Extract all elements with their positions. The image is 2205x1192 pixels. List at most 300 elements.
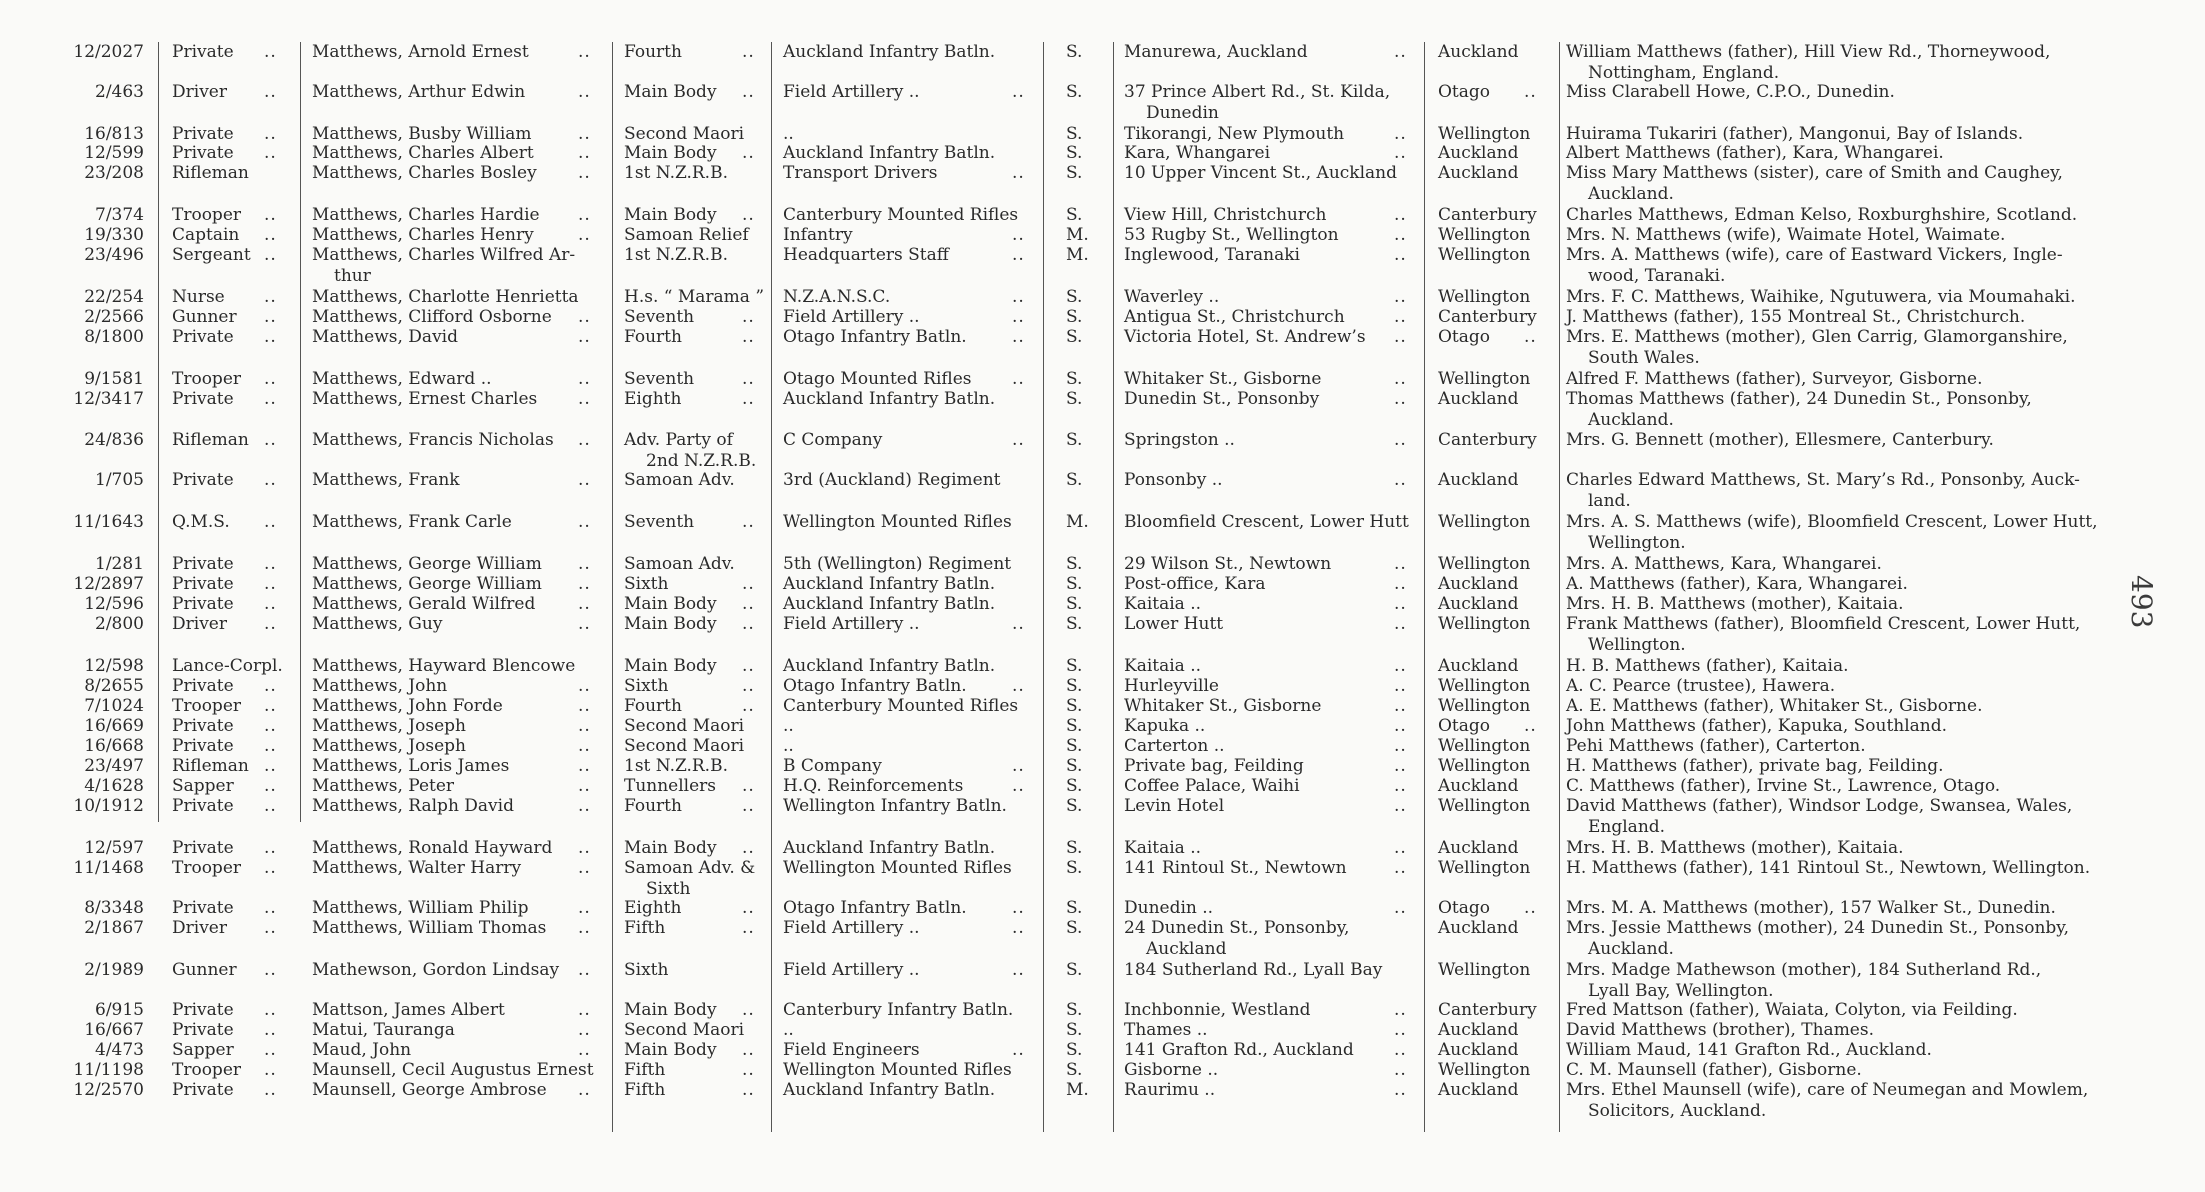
rank bbox=[172, 1060, 277, 1081]
district-text: Wellington bbox=[1438, 696, 1531, 716]
roll-entry bbox=[0, 1040, 2205, 1060]
service-number-text: 23/496 bbox=[84, 245, 144, 265]
unit-text: Otago Infantry Batln. bbox=[783, 327, 967, 347]
leader-dots bbox=[578, 42, 608, 63]
leader-dots-text: .. bbox=[1012, 1040, 1025, 1060]
marital-status-text: M. bbox=[1066, 245, 1089, 265]
next-of-kin bbox=[1566, 960, 2186, 1001]
marital-status bbox=[1066, 124, 1106, 145]
unit bbox=[783, 756, 1045, 777]
roll-entry bbox=[0, 143, 2205, 163]
roll-entry bbox=[0, 554, 2205, 574]
service-number-text: 4/1628 bbox=[84, 776, 144, 796]
service-number-text: 23/208 bbox=[84, 163, 144, 183]
address bbox=[1124, 554, 1424, 575]
leader-dots bbox=[578, 838, 608, 859]
marital-status-text: S. bbox=[1066, 327, 1083, 347]
unit bbox=[783, 42, 1045, 63]
district-text: Canterbury bbox=[1438, 205, 1537, 225]
service-number-text: 2/2566 bbox=[84, 307, 144, 327]
soldier-name-text: Matthews, Peter bbox=[312, 776, 455, 796]
service-number-text: 2/463 bbox=[95, 82, 144, 102]
roll-entry bbox=[0, 614, 2205, 655]
service-number-text: 12/596 bbox=[84, 594, 144, 614]
draft bbox=[624, 554, 769, 575]
service-number-text: 12/3417 bbox=[73, 389, 144, 409]
address bbox=[1124, 796, 1424, 817]
marital-status-text: S. bbox=[1066, 736, 1083, 756]
soldier-name bbox=[312, 1000, 612, 1021]
soldier-name-text: Matthews, Guy bbox=[312, 614, 443, 634]
marital-status bbox=[1066, 594, 1106, 615]
draft-text: Fifth bbox=[624, 918, 666, 938]
service-number bbox=[40, 430, 144, 451]
marital-status-text: S. bbox=[1066, 369, 1083, 389]
marital-status bbox=[1066, 143, 1106, 164]
next-of-kin-continuation: Wellington. bbox=[1588, 634, 1686, 655]
leader-dots-text: .. bbox=[578, 1000, 591, 1020]
address bbox=[1124, 245, 1424, 266]
marital-status bbox=[1066, 736, 1106, 757]
marital-status bbox=[1066, 918, 1106, 939]
leader-dots bbox=[742, 1000, 768, 1021]
service-number bbox=[40, 960, 144, 981]
draft-text: Main Body bbox=[624, 656, 717, 676]
leader-dots-text: .. bbox=[742, 574, 755, 594]
leader-dots-text: .. bbox=[578, 796, 591, 816]
district-text: Auckland bbox=[1438, 1040, 1519, 1060]
address-text: Whitaker St., Gisborne bbox=[1124, 696, 1322, 716]
address bbox=[1124, 307, 1424, 328]
roll-entry bbox=[0, 82, 2205, 123]
leader-dots-text: .. bbox=[742, 1080, 755, 1100]
service-number-text: 11/1643 bbox=[73, 512, 144, 532]
leader-dots bbox=[578, 594, 608, 615]
draft-text: Main Body bbox=[624, 838, 717, 858]
soldier-name-text: Maunsell, George Ambrose bbox=[312, 1080, 547, 1100]
rank bbox=[172, 42, 277, 63]
leader-dots-text: .. bbox=[1394, 369, 1407, 389]
leader-dots bbox=[264, 960, 294, 981]
rank bbox=[172, 554, 277, 575]
service-number-text: 2/1989 bbox=[84, 960, 144, 980]
district bbox=[1438, 554, 1558, 575]
marital-status-text: S. bbox=[1066, 614, 1083, 634]
rank-text: Q.M.S. bbox=[172, 512, 230, 532]
service-number bbox=[40, 1000, 144, 1021]
soldier-name-text: Matthews, Joseph bbox=[312, 736, 466, 756]
unit-text: N.Z.A.N.S.C. bbox=[783, 287, 891, 307]
leader-dots bbox=[578, 574, 608, 595]
draft-text: Fourth bbox=[624, 696, 682, 716]
draft-text: Eighth bbox=[624, 389, 682, 409]
leader-dots bbox=[742, 143, 768, 164]
leader-dots-text: .. bbox=[742, 1060, 755, 1080]
leader-dots bbox=[264, 898, 294, 919]
leader-dots-text: .. bbox=[1394, 225, 1407, 245]
leader-dots-text: .. bbox=[1394, 287, 1407, 307]
next-of-kin-text: Mrs. Ethel Maunsell (wife), care of Neumegan and Mowlem, bbox=[1566, 1080, 2089, 1100]
leader-dots-text: .. bbox=[1012, 307, 1025, 327]
leader-dots bbox=[1394, 898, 1420, 919]
leader-dots bbox=[1394, 205, 1420, 226]
marital-status-text: S. bbox=[1066, 696, 1083, 716]
soldier-name bbox=[312, 389, 612, 410]
rank-text: Private bbox=[172, 554, 234, 574]
marital-status-text: S. bbox=[1066, 1060, 1083, 1080]
rank bbox=[172, 918, 277, 939]
leader-dots bbox=[1394, 307, 1420, 328]
marital-status-text: S. bbox=[1066, 574, 1083, 594]
leader-dots bbox=[1394, 858, 1420, 879]
next-of-kin bbox=[1566, 736, 2186, 757]
leader-dots bbox=[264, 287, 294, 308]
leader-dots bbox=[578, 124, 608, 145]
unit bbox=[783, 554, 1045, 575]
leader-dots-text: .. bbox=[1012, 82, 1025, 102]
service-number bbox=[40, 327, 144, 348]
leader-dots-text: .. bbox=[578, 42, 591, 62]
next-of-kin-text: Alfred F. Matthews (father), Surveyor, Gisborne. bbox=[1566, 369, 1983, 389]
leader-dots-text: .. bbox=[264, 1040, 277, 1060]
leader-dots bbox=[1012, 614, 1038, 635]
leader-dots bbox=[1394, 1020, 1420, 1041]
leader-dots-text: .. bbox=[1012, 430, 1025, 450]
marital-status-text: S. bbox=[1066, 470, 1083, 490]
draft-text: Samoan Adv. bbox=[624, 470, 735, 490]
leader-dots bbox=[578, 143, 608, 164]
leader-dots bbox=[1012, 307, 1038, 328]
unit bbox=[783, 776, 1045, 797]
leader-dots bbox=[1394, 245, 1420, 266]
service-number bbox=[40, 470, 144, 491]
leader-dots-text: .. bbox=[578, 307, 591, 327]
leader-dots-text: .. bbox=[1012, 676, 1025, 696]
service-number bbox=[40, 696, 144, 717]
leader-dots-text: .. bbox=[264, 554, 277, 574]
leader-dots-text: .. bbox=[264, 898, 277, 918]
leader-dots bbox=[578, 389, 608, 410]
address bbox=[1124, 82, 1424, 123]
address bbox=[1124, 369, 1424, 390]
service-number-text: 8/2655 bbox=[84, 676, 144, 696]
draft-text: Main Body bbox=[624, 1000, 717, 1020]
unit bbox=[783, 1000, 1045, 1021]
roll-entry bbox=[0, 960, 2205, 1001]
leader-dots-text: .. bbox=[1394, 245, 1407, 265]
leader-dots bbox=[1524, 898, 1554, 919]
leader-dots-text: .. bbox=[264, 143, 277, 163]
soldier-name-text: Matthews, Charles Albert bbox=[312, 143, 534, 163]
address-text: 141 Rintoul St., Newtown bbox=[1124, 858, 1347, 878]
leader-dots bbox=[578, 676, 608, 697]
leader-dots-text: .. bbox=[1394, 430, 1407, 450]
rank bbox=[172, 307, 277, 328]
unit-text: Canterbury Mounted Rifles bbox=[783, 696, 1019, 716]
next-of-kin bbox=[1566, 776, 2186, 797]
draft-text: Main Body bbox=[624, 205, 717, 225]
leader-dots-text: .. bbox=[578, 776, 591, 796]
unit bbox=[783, 898, 1045, 919]
leader-dots-text: .. bbox=[1012, 287, 1025, 307]
unit bbox=[783, 245, 1045, 266]
unit bbox=[783, 1040, 1045, 1061]
leader-dots-text: .. bbox=[264, 776, 277, 796]
address-text: Lower Hutt bbox=[1124, 614, 1224, 634]
leader-dots bbox=[1394, 389, 1420, 410]
leader-dots bbox=[578, 327, 608, 348]
leader-dots bbox=[742, 776, 768, 797]
address-text: Thames .. bbox=[1124, 1020, 1208, 1040]
draft-text: Main Body bbox=[624, 614, 717, 634]
marital-status bbox=[1066, 327, 1106, 348]
marital-status bbox=[1066, 1080, 1106, 1101]
marital-status bbox=[1066, 205, 1106, 226]
service-number-text: 11/1198 bbox=[73, 1060, 144, 1080]
service-number-text: 12/599 bbox=[84, 143, 144, 163]
soldier-name bbox=[312, 614, 612, 635]
draft-text: Seventh bbox=[624, 307, 695, 327]
marital-status-text: S. bbox=[1066, 898, 1083, 918]
soldier-name bbox=[312, 1080, 612, 1101]
leader-dots-text: .. bbox=[578, 1040, 591, 1060]
leader-dots-text: .. bbox=[578, 143, 591, 163]
leader-dots bbox=[1394, 1060, 1420, 1081]
service-number-text: 4/473 bbox=[95, 1040, 144, 1060]
marital-status bbox=[1066, 82, 1106, 103]
next-of-kin bbox=[1566, 205, 2186, 226]
marital-status bbox=[1066, 512, 1106, 533]
next-of-kin bbox=[1566, 245, 2186, 286]
next-of-kin-text: William Maud, 141 Grafton Rd., Auckland. bbox=[1566, 1040, 1932, 1060]
unit-text: Otago Infantry Batln. bbox=[783, 898, 967, 918]
service-number bbox=[40, 554, 144, 575]
marital-status-text: S. bbox=[1066, 838, 1083, 858]
rank bbox=[172, 205, 277, 226]
leader-dots-text: .. bbox=[742, 898, 755, 918]
unit-text: Otago Mounted Rifles bbox=[783, 369, 972, 389]
rank-text: Trooper bbox=[172, 858, 242, 878]
unit-text: Field Artillery .. bbox=[783, 307, 920, 327]
rank bbox=[172, 656, 283, 677]
leader-dots-text: .. bbox=[264, 736, 277, 756]
rank bbox=[172, 143, 277, 164]
leader-dots bbox=[264, 42, 294, 63]
address-continuation: Auckland bbox=[1146, 938, 1227, 959]
rank-text: Private bbox=[172, 796, 234, 816]
rank bbox=[172, 614, 277, 635]
address bbox=[1124, 736, 1424, 757]
unit-text: H.Q. Reinforcements bbox=[783, 776, 964, 796]
soldier-name bbox=[312, 512, 612, 533]
next-of-kin-text: Miss Mary Matthews (sister), care of Smith and Caughey, bbox=[1566, 163, 2063, 183]
rank bbox=[172, 574, 277, 595]
leader-dots-text: .. bbox=[742, 369, 755, 389]
leader-dots-text: .. bbox=[264, 82, 277, 102]
leader-dots bbox=[578, 716, 608, 737]
leader-dots bbox=[1012, 918, 1038, 939]
service-number-text: 8/3348 bbox=[84, 898, 144, 918]
leader-dots bbox=[578, 369, 608, 390]
service-number-text: 12/597 bbox=[84, 838, 144, 858]
next-of-kin bbox=[1566, 756, 2186, 777]
unit bbox=[783, 389, 1045, 410]
soldier-name bbox=[312, 430, 612, 451]
address bbox=[1124, 776, 1424, 797]
leader-dots bbox=[264, 776, 294, 797]
leader-dots bbox=[1394, 225, 1420, 246]
leader-dots-text: .. bbox=[1394, 205, 1407, 225]
leader-dots bbox=[1012, 676, 1038, 697]
leader-dots bbox=[264, 736, 294, 757]
soldier-name bbox=[312, 838, 612, 859]
district bbox=[1438, 470, 1558, 491]
service-number-text: 10/1912 bbox=[73, 796, 144, 816]
leader-dots-text: .. bbox=[264, 389, 277, 409]
unit-text: Auckland Infantry Batln. bbox=[783, 838, 996, 858]
leader-dots bbox=[578, 796, 608, 817]
draft-text: Samoan Adv. bbox=[624, 554, 735, 574]
next-of-kin-text: Mrs. F. C. Matthews, Waihike, Ngutuwera, via Moumahaki. bbox=[1566, 287, 2076, 307]
next-of-kin-continuation: Solicitors, Auckland. bbox=[1588, 1100, 1767, 1121]
soldier-name-text: Matthews, Frank Carle bbox=[312, 512, 512, 532]
leader-dots bbox=[742, 42, 768, 63]
roll-entry bbox=[0, 124, 2205, 144]
soldier-name bbox=[312, 554, 612, 575]
service-number-text: 8/1800 bbox=[84, 327, 144, 347]
draft-text: Second Maori bbox=[624, 736, 745, 756]
rank bbox=[172, 163, 277, 184]
draft-text: Fourth bbox=[624, 796, 682, 816]
leader-dots-text: .. bbox=[1524, 716, 1537, 736]
draft-text: Seventh bbox=[624, 369, 695, 389]
address-text: Kapuka .. bbox=[1124, 716, 1206, 736]
leader-dots-text: .. bbox=[578, 430, 591, 450]
rank-text: Private bbox=[172, 389, 234, 409]
roll-entry bbox=[0, 470, 2205, 511]
unit-text: 5th (Wellington) Regiment bbox=[783, 554, 1012, 574]
rank bbox=[172, 1040, 277, 1061]
unit bbox=[783, 614, 1045, 635]
soldier-name-text: Matthews, Clifford Osborne bbox=[312, 307, 552, 327]
leader-dots-text: .. bbox=[578, 327, 591, 347]
leader-dots-text: .. bbox=[1394, 656, 1407, 676]
marital-status bbox=[1066, 716, 1106, 737]
rank bbox=[172, 858, 277, 879]
draft-text: Main Body bbox=[624, 82, 717, 102]
unit bbox=[783, 327, 1045, 348]
district bbox=[1438, 512, 1558, 533]
roll-entry bbox=[0, 430, 2205, 471]
service-number bbox=[40, 716, 144, 737]
district bbox=[1438, 574, 1558, 595]
next-of-kin-continuation: South Wales. bbox=[1588, 347, 1700, 368]
marital-status-text: S. bbox=[1066, 82, 1083, 102]
soldier-name bbox=[312, 163, 612, 184]
leader-dots-text: .. bbox=[264, 287, 277, 307]
service-number bbox=[40, 594, 144, 615]
rank bbox=[172, 796, 277, 817]
district bbox=[1438, 858, 1558, 879]
leader-dots-text: .. bbox=[1394, 796, 1407, 816]
leader-dots bbox=[1394, 42, 1420, 63]
leader-dots-text: .. bbox=[264, 42, 277, 62]
next-of-kin-text: Charles Edward Matthews, St. Mary’s Rd., Ponsonby, Auck- bbox=[1566, 470, 2080, 490]
address-text: Inchbonnie, Westland bbox=[1124, 1000, 1311, 1020]
next-of-kin bbox=[1566, 307, 2186, 328]
rank-text: Private bbox=[172, 898, 234, 918]
rank bbox=[172, 512, 277, 533]
draft-continuation: 2nd N.Z.R.B. bbox=[646, 450, 757, 471]
address bbox=[1124, 1000, 1424, 1021]
marital-status bbox=[1066, 1000, 1106, 1021]
soldier-name bbox=[312, 656, 612, 677]
soldier-name-text: Mathewson, Gordon Lindsay bbox=[312, 960, 560, 980]
address bbox=[1124, 898, 1424, 919]
unit-text: .. bbox=[783, 716, 794, 736]
district-text: Auckland bbox=[1438, 574, 1519, 594]
next-of-kin-text: Huirama Tukariri (father), Mangonui, Bay of Islands. bbox=[1566, 124, 2024, 144]
service-number-text: 11/1468 bbox=[73, 858, 144, 878]
address-text: 141 Grafton Rd., Auckland bbox=[1124, 1040, 1354, 1060]
leader-dots-text: .. bbox=[264, 918, 277, 938]
leader-dots bbox=[742, 512, 768, 533]
marital-status bbox=[1066, 369, 1106, 390]
service-number-text: 7/1024 bbox=[84, 696, 144, 716]
next-of-kin-text: John Matthews (father), Kapuka, Southland. bbox=[1566, 716, 1948, 736]
address-text: Antigua St., Christchurch bbox=[1124, 307, 1345, 327]
soldier-name-text: Mattson, James Albert bbox=[312, 1000, 505, 1020]
marital-status-text: M. bbox=[1066, 225, 1089, 245]
address-text: 29 Wilson St., Newtown bbox=[1124, 554, 1332, 574]
soldier-name bbox=[312, 245, 612, 286]
leader-dots-text: .. bbox=[578, 82, 591, 102]
leader-dots-text: .. bbox=[742, 1000, 755, 1020]
leader-dots-text: .. bbox=[578, 163, 591, 183]
district-text: Auckland bbox=[1438, 42, 1519, 62]
draft bbox=[624, 430, 769, 471]
service-number-text: 22/254 bbox=[84, 287, 144, 307]
rank-text: Private bbox=[172, 574, 234, 594]
district-text: Auckland bbox=[1438, 470, 1519, 490]
unit bbox=[783, 696, 1045, 717]
leader-dots-text: .. bbox=[264, 858, 277, 878]
address bbox=[1124, 918, 1424, 959]
district-text: Auckland bbox=[1438, 838, 1519, 858]
district bbox=[1438, 307, 1558, 328]
leader-dots-text: .. bbox=[264, 470, 277, 490]
address-text: View Hill, Christchurch bbox=[1124, 205, 1327, 225]
draft-text: 1st N.Z.R.B. bbox=[624, 163, 728, 183]
service-number-text: 1/281 bbox=[95, 554, 144, 574]
leader-dots bbox=[742, 574, 768, 595]
leader-dots bbox=[264, 512, 294, 533]
marital-status-text: S. bbox=[1066, 656, 1083, 676]
rank-text: Private bbox=[172, 1020, 234, 1040]
address-text: Levin Hotel bbox=[1124, 796, 1225, 816]
next-of-kin-text: Miss Clarabell Howe, C.P.O., Dunedin. bbox=[1566, 82, 1895, 102]
unit-text: 3rd (Auckland) Regiment bbox=[783, 470, 1001, 490]
marital-status bbox=[1066, 898, 1106, 919]
unit bbox=[783, 512, 1045, 533]
address bbox=[1124, 1020, 1424, 1041]
service-number bbox=[40, 756, 144, 777]
service-number bbox=[40, 124, 144, 145]
leader-dots bbox=[264, 307, 294, 328]
service-number-text: 9/1581 bbox=[84, 369, 144, 389]
leader-dots bbox=[1394, 327, 1420, 348]
leader-dots-text: .. bbox=[578, 960, 591, 980]
